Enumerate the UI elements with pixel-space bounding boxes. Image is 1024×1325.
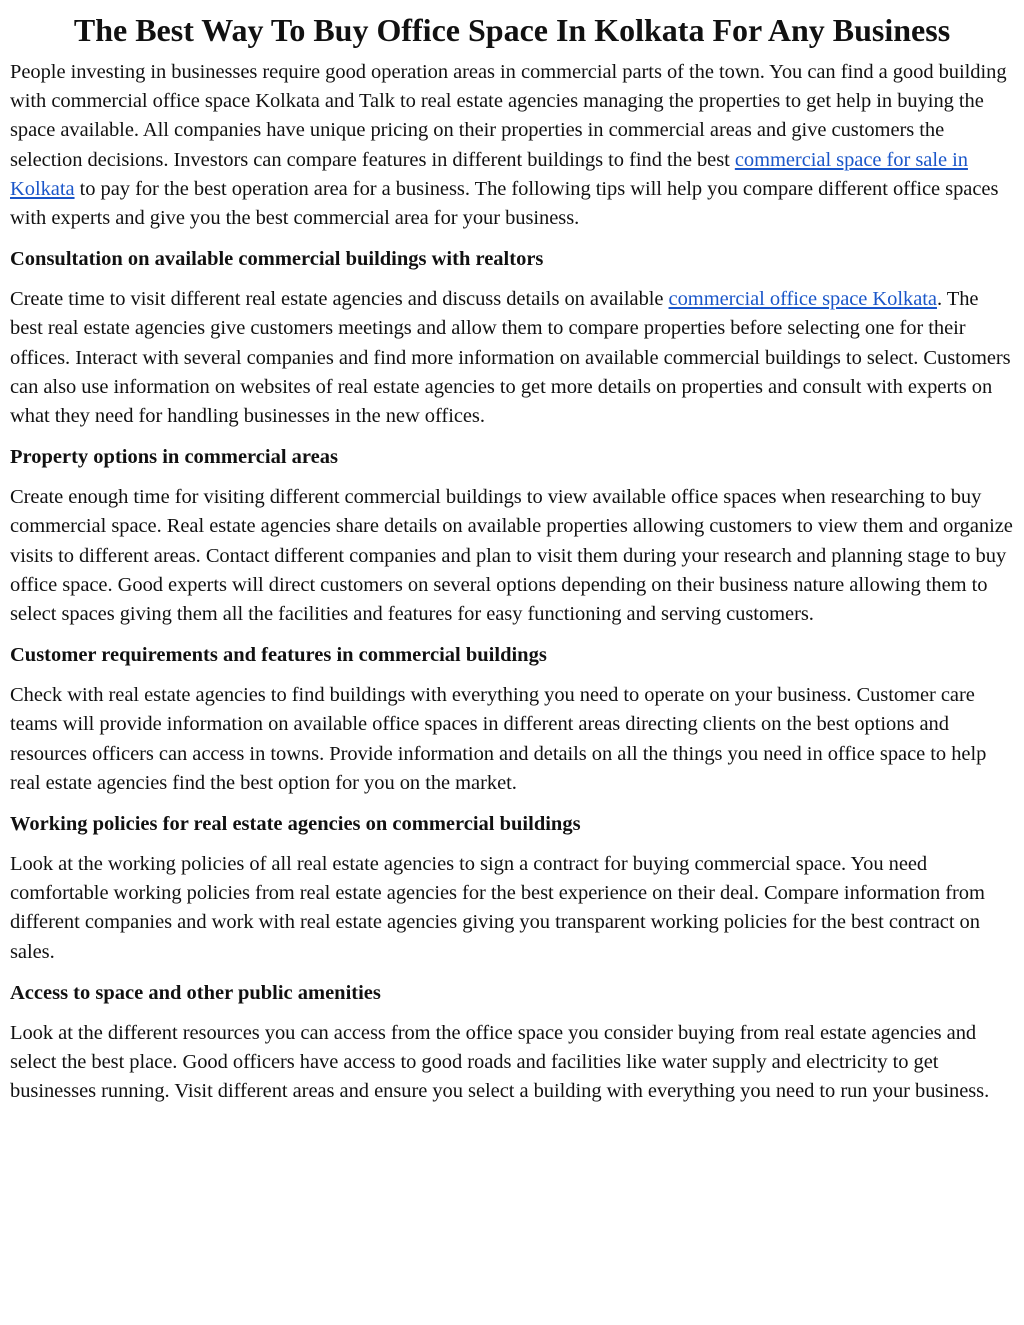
section-paragraph-property-options: Create enough time for visiting different commercial buildings to view available office spaces when researching to buy commercial space. Real estate agencies share details on available properties allowing customers to view them and organize visits to different areas. Contact different companies and plan to visit them during your research and planning stage to buy office space. Good experts will direct customers on several options depending on their business nature allowing them to select spaces giving them all the facilities and features for easy functioning and serving customers.: [10, 486, 1013, 626]
consultation-text-part1: Create time to visit different real estate agencies and discuss details on available: [10, 288, 669, 311]
intro-text-part1: People investing in businesses require good operation areas in commercial parts of the town. You can find a good building with commercial office space Kolkata and Talk to real estate agencies managing the properties to get help in buying the space available. All companies have unique pricing on their properties in commercial areas and give customers the selection decisions. Investors can compare features in different buildings to find the best: [10, 61, 1007, 171]
section-heading-property-options: Property options in commercial areas: [10, 446, 338, 469]
section-heading-working-policies: Working policies for real estate agencies on commercial buildings: [10, 813, 581, 836]
section-paragraph-consultation: [10, 285, 1014, 431]
section-heading-access-amenities: Access to space and other public amenities: [10, 981, 381, 1004]
section-paragraph-access-amenities: Look at the different resources you can access from the office space you consider buying from real estate agencies and select the best place. Good officers have access to good roads and facilities like water supply and electricity to get businesses running. Visit different areas and ensure you select a building with everything you need to run your business.: [10, 1021, 990, 1103]
commercial-office-space-link[interactable]: commercial office space Kolkata: [668, 288, 937, 311]
consultation-text-part2: . The best real estate agencies give customers meetings and allow them to compare properties before selecting one for their offices. Interact with several companies and find more information on available commercial buildings to select. Customers can also use information on websites of real estate agencies to get more details on properties and consult with experts on what they need for handling businesses in the new offices.: [10, 288, 1011, 428]
section-paragraph-working-policies: Look at the working policies of all real estate agencies to sign a contract for buying commercial space. You need comfortable working policies from real estate agencies for the best experience on their deal. Compare information from different companies and work with real estate agencies giving you transparent working policies for the best contract on sales.: [10, 853, 985, 963]
section-heading-customer-requirements: Customer requirements and features in commercial buildings: [10, 644, 547, 667]
section-paragraph-customer-requirements: Check with real estate agencies to find buildings with everything you need to operate on your business. Customer care teams will provide information on available office spaces in different areas directing clients on the best options and resources officers can access in towns. Provide information and details on all the things you need in office space to help real estate agencies find the best option for you on the market.: [10, 684, 987, 794]
page-title: The Best Way To Buy Office Space In Kolkata For Any Business: [73, 12, 951, 48]
intro-text-part2: to pay for the best operation area for a business. The following tips will help you compare different office spaces with experts and give you the best commercial area for your business.: [10, 177, 999, 230]
section-heading-consultation: Consultation on available commercial buildings with realtors: [10, 248, 544, 271]
commercial-space-for-sale-link[interactable]: commercial space for sale in Kolkata: [10, 148, 968, 200]
intro-paragraph: [10, 58, 1014, 233]
